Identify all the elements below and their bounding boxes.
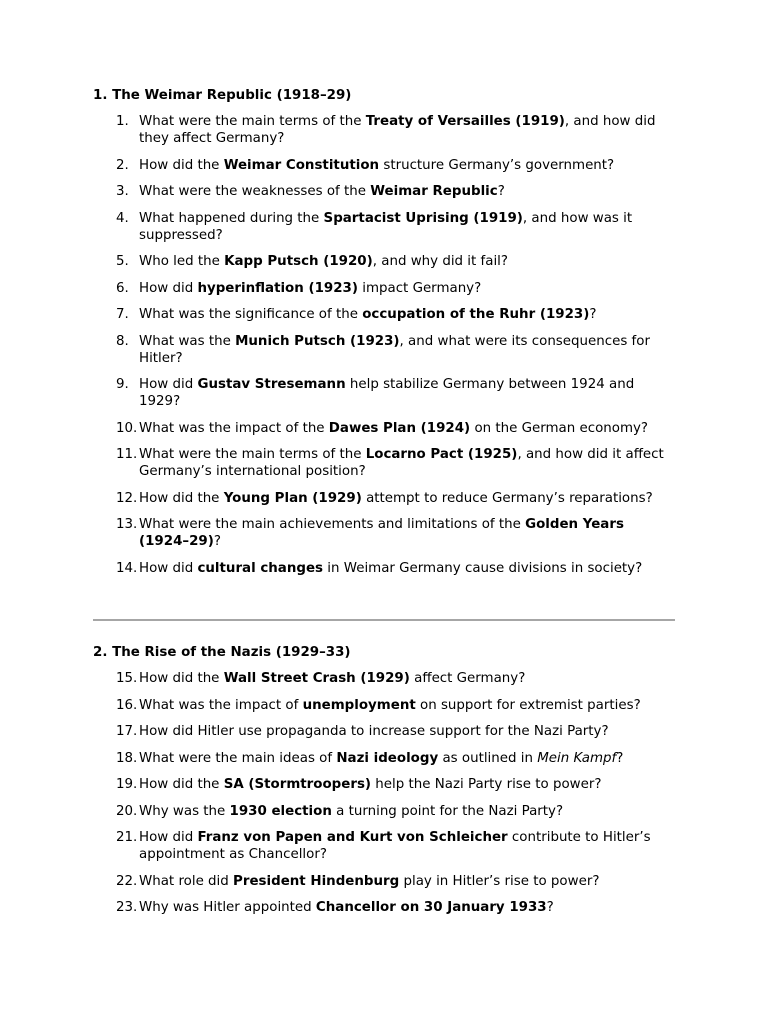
- text-run: What was the impact of: [139, 697, 303, 713]
- text-run: How did the: [139, 490, 224, 506]
- question-text: [139, 829, 675, 863]
- question-number: 11.: [116, 447, 138, 462]
- text-run: play in Hitler’s rise to power?: [399, 873, 600, 889]
- question-text: [139, 333, 675, 367]
- question-number: 17.: [116, 724, 138, 739]
- question-number: 22.: [116, 873, 138, 889]
- text-run: What was the significance of the: [139, 307, 363, 322]
- question-number: 20.: [116, 803, 138, 819]
- text-run: What were the main terms of the: [139, 114, 366, 129]
- bold-term: Golden Years (1924–29): [139, 517, 624, 549]
- text-run: Why was Hitler appointed: [139, 900, 316, 915]
- text-run: as outlined in: [438, 750, 538, 766]
- question-text: [139, 776, 675, 793]
- question-number: 4.: [116, 210, 129, 226]
- list-item: [93, 803, 675, 820]
- list-item: [93, 420, 675, 437]
- text-run: ?: [497, 184, 505, 199]
- question-number: 2.: [116, 157, 129, 173]
- list-item: [93, 776, 675, 793]
- bold-term: 1930 election: [229, 803, 332, 819]
- list-item: [93, 490, 675, 507]
- list-item: [93, 333, 675, 367]
- question-number: 18.: [116, 750, 138, 766]
- list-item: [93, 697, 675, 714]
- bold-term: hyperinflation (1923): [197, 280, 358, 296]
- list-item: [93, 516, 675, 550]
- question-number: 1.: [116, 114, 129, 129]
- bold-term: Spartacist Uprising (1919): [323, 210, 523, 226]
- question-text: [139, 253, 675, 270]
- text-run: How did Hitler use propaganda to increase support for the Nazi Party?: [139, 724, 609, 739]
- text-run: What role did: [139, 873, 234, 889]
- text-run: , and how was it suppressed?: [139, 210, 633, 243]
- question-text: [139, 490, 675, 507]
- bold-term: Wall Street Crash (1929): [223, 671, 410, 686]
- bold-term: SA (Stormtroopers): [223, 777, 372, 792]
- question-text: [139, 516, 675, 550]
- bold-term: President Hindenburg: [233, 873, 400, 889]
- bold-term: Munich Putsch (1923): [235, 333, 400, 349]
- list-item: [93, 210, 675, 244]
- text-run: What were the weaknesses of the: [139, 184, 371, 199]
- question-number: 8.: [116, 333, 129, 349]
- question-number: 5.: [116, 254, 129, 269]
- text-run: What were the main terms of the: [139, 447, 366, 462]
- list-item: [93, 560, 675, 577]
- text-run: , and how did it affect Germany’s international position?: [139, 447, 664, 479]
- text-run: impact Germany?: [357, 280, 482, 296]
- question-text: [139, 803, 675, 820]
- list-item: [93, 873, 675, 890]
- section-weimar-republic: [93, 87, 675, 586]
- text-run: What were the main achievements and limitations of the: [139, 517, 526, 532]
- question-number: 15.: [116, 671, 138, 686]
- list-item: [93, 280, 675, 297]
- list-item: [93, 306, 675, 323]
- bold-term: Kapp Putsch (1920): [224, 254, 373, 269]
- question-text: [139, 750, 675, 767]
- question-list: [93, 113, 675, 577]
- question-number: 7.: [116, 307, 129, 322]
- list-item: [93, 899, 675, 916]
- question-number: 19.: [116, 777, 138, 792]
- question-number: 9.: [116, 377, 129, 392]
- text-run: in Weimar Germany cause divisions in society?: [323, 560, 643, 576]
- text-run: on support for extremist parties?: [415, 697, 641, 713]
- text-run: ?: [213, 534, 221, 549]
- text-run: How did: [139, 560, 198, 576]
- bold-term: Dawes Plan (1924): [328, 420, 471, 436]
- section-divider: [93, 619, 675, 621]
- list-item: [93, 157, 675, 174]
- question-number: 6.: [116, 280, 129, 296]
- text-run: What were the main ideas of: [139, 750, 337, 766]
- list-item: [93, 253, 675, 270]
- list-item: [93, 750, 675, 767]
- text-run: ?: [616, 750, 624, 766]
- bold-term: Young Plan (1929): [223, 490, 362, 506]
- question-text: [139, 280, 675, 297]
- bold-term: occupation of the Ruhr (1923): [362, 307, 590, 322]
- text-run: attempt to reduce Germany’s reparations?: [361, 490, 653, 506]
- list-item: [93, 113, 675, 147]
- text-run: , and how did they affect Germany?: [139, 114, 656, 146]
- list-item: [93, 670, 675, 687]
- question-number: 23.: [116, 900, 138, 915]
- section-heading: 1. The Weimar Republic (1918–29): [93, 88, 352, 103]
- text-run: , and what were its consequences for Hitler?: [139, 333, 650, 366]
- bold-term: Chancellor on 30 January 1933: [315, 900, 547, 915]
- question-text: [139, 560, 675, 577]
- text-run: , and why did it fail?: [372, 254, 508, 269]
- question-text: [139, 210, 675, 244]
- text-run: Who led the: [139, 254, 225, 269]
- text-run: ?: [589, 307, 597, 322]
- question-number: 21.: [116, 830, 138, 845]
- list-item: [93, 183, 675, 200]
- text-run: ?: [546, 900, 554, 915]
- question-text: [139, 157, 675, 174]
- list-item: [93, 446, 675, 480]
- text-run: help the Nazi Party rise to power?: [371, 777, 602, 792]
- question-text: [139, 873, 675, 890]
- list-item: [93, 376, 675, 410]
- bold-term: Nazi ideology: [336, 750, 439, 766]
- text-run: How did the: [139, 157, 224, 173]
- question-text: [139, 113, 675, 147]
- bold-term: Gustav Stresemann: [197, 377, 346, 392]
- text-run: a turning point for the Nazi Party?: [331, 803, 564, 819]
- bold-term: unemployment: [302, 697, 416, 713]
- question-number: 16.: [116, 697, 138, 713]
- section-rise-of-nazis: [93, 644, 675, 926]
- question-list: [93, 670, 675, 916]
- question-text: [139, 899, 675, 916]
- text-run: What was the impact of the: [139, 420, 329, 436]
- bold-term: Franz von Papen and Kurt von Schleicher: [197, 830, 508, 845]
- question-number: 14.: [116, 560, 138, 576]
- bold-term: Treaty of Versailles (1919): [365, 114, 565, 129]
- question-text: [139, 183, 675, 200]
- text-run: How did: [139, 377, 198, 392]
- text-run: structure Germany’s government?: [379, 157, 615, 173]
- question-text: [139, 306, 675, 323]
- bold-term: cultural changes: [197, 560, 324, 576]
- question-text: [139, 670, 675, 687]
- bold-term: Weimar Constitution: [223, 157, 380, 173]
- question-text: [139, 420, 675, 437]
- question-text: [139, 446, 675, 480]
- question-number: 13.: [116, 517, 138, 532]
- text-run: Why was the: [139, 803, 230, 819]
- text-run: contribute to Hitler’s appointment as Chancellor?: [139, 830, 651, 862]
- text-run: How did the: [139, 671, 224, 686]
- list-item: [93, 723, 675, 740]
- italic-title: Mein Kampf: [537, 750, 617, 766]
- question-text: [139, 697, 675, 714]
- question-number: 10.: [116, 420, 138, 436]
- bold-term: Locarno Pact (1925): [365, 447, 518, 462]
- text-run: help stabilize Germany between 1924 and 1929?: [139, 377, 635, 409]
- text-run: How did: [139, 280, 198, 296]
- text-run: What happened during the: [139, 210, 324, 226]
- question-text: [139, 376, 675, 410]
- text-run: What was the: [139, 333, 236, 349]
- bold-term: Weimar Republic: [370, 184, 498, 199]
- text-run: How did the: [139, 777, 224, 792]
- text-run: How did: [139, 830, 198, 845]
- text-run: affect Germany?: [409, 671, 526, 686]
- question-number: 12.: [116, 490, 138, 506]
- text-run: on the German economy?: [470, 420, 649, 436]
- list-item: [93, 829, 675, 863]
- question-number: 3.: [116, 184, 129, 199]
- question-text: [139, 723, 675, 740]
- section-heading: 2. The Rise of the Nazis (1929–33): [93, 645, 351, 660]
